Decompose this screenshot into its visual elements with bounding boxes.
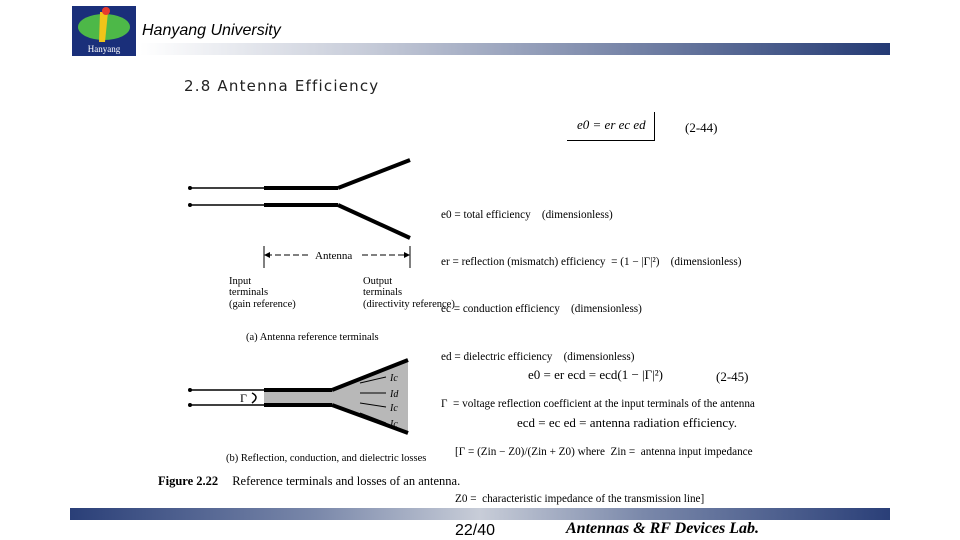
definition-z0: Z0 = characteristic impedance of the transmission line] [441,492,705,505]
equation-2-45: e0 = er ecd = ecd(1 − |Γ|²) [528,367,663,382]
figure-b-caption: (b) Reflection, conduction, and dielectric losses [226,453,427,464]
header-bar [140,43,890,55]
definition-ed: ed = dielectric efficiency (dimensionless) [441,350,635,363]
gamma-label: Γ [240,391,247,405]
equation-number-2-44: (2-44) [685,120,718,135]
input-label-line2: terminals [229,287,269,298]
footer-bar [70,508,890,520]
figure-b-diagram [180,355,480,470]
input-label-line3: (gain reference) [229,299,296,310]
output-label-line2: terminals [363,287,403,298]
equation-2-44: e0 = er ec ed [577,117,646,132]
page-number: 22/40 [455,522,496,539]
output-label-line1: Output [363,276,393,287]
output-label-line3: (directivity reference) [363,299,455,310]
section-title: 2.8 Antenna Efficiency [184,77,380,95]
loss-label-4: Ic [390,419,398,430]
definitions-list [441,176,755,524]
input-label-line1: Input [229,276,252,287]
figure-caption-label: Figure 2.22 [158,474,219,488]
definition-ec: ec = conduction efficiency (dimensionless) [441,303,642,316]
figure-a-caption: (a) Antenna reference terminals [246,332,379,343]
equation-radiation-efficiency: ecd = ec ed = antenna radiation efficiency. [517,415,738,430]
loss-label-2: Id [390,389,399,400]
figure-a-diagram [180,150,480,350]
figure-caption-text: Reference terminals and losses of an antenna. [232,474,461,488]
definition-er: er = reflection (mismatch) efficiency = (1 − |Γ|²) (dimensionless) [441,255,742,268]
lab-name: Antennas & RF Devices Lab. [566,520,760,537]
antenna-label: Antenna [315,250,353,262]
equation-number-2-45: (2-45) [716,369,749,384]
logo-text: Hanyang [87,44,121,54]
university-logo [72,6,136,56]
university-name: Hanyang University [142,22,281,39]
loss-label-1: Ic [390,373,398,384]
loss-label-3: Ic [390,403,398,414]
definition-gamma: Γ = voltage reflection coefficient at the input terminals of the antenna [441,398,755,411]
figure-caption [158,474,460,489]
definition-e0: e0 = total efficiency (dimensionless) [441,208,613,221]
definition-gamma-formula: [Γ = (Zin − Z0)/(Zin + Z0) where Zin = antenna input impedance [441,445,753,458]
